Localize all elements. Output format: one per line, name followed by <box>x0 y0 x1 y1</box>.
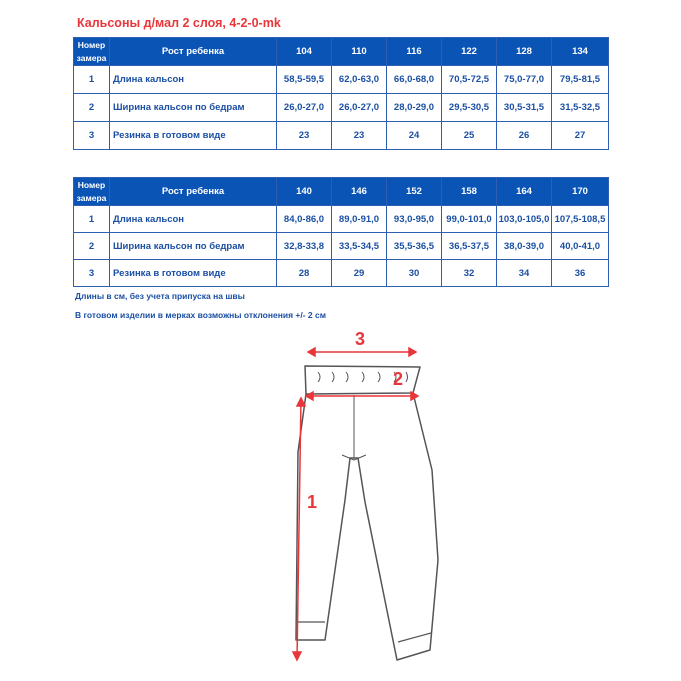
cell-value: 89,0-91,0 <box>332 206 387 233</box>
cell-value: 25 <box>442 122 497 150</box>
cell-value: 79,5-81,5 <box>552 66 609 94</box>
cell-value: 38,0-39,0 <box>497 233 552 260</box>
row-name: Ширина кальсон по бедрам <box>110 94 277 122</box>
arrow-head <box>308 348 315 356</box>
cell-value: 66,0-68,0 <box>387 66 442 94</box>
cell-value: 29 <box>332 260 387 287</box>
header-height: 122 <box>442 38 497 66</box>
cell-value: 93,0-95,0 <box>387 206 442 233</box>
header-height: 158 <box>442 178 497 206</box>
cell-value: 24 <box>387 122 442 150</box>
header-height: 152 <box>387 178 442 206</box>
header-height: 104 <box>277 38 332 66</box>
header-height: 146 <box>332 178 387 206</box>
cell-value: 62,0-63,0 <box>332 66 387 94</box>
header-height: 110 <box>332 38 387 66</box>
row-number: 3 <box>74 260 110 287</box>
cell-value: 36 <box>552 260 609 287</box>
row-number: 2 <box>74 94 110 122</box>
note-units: Длины в см, без учета припуска на швы <box>75 291 245 301</box>
label-1: 1 <box>307 492 318 512</box>
label-2: 2 <box>393 369 404 389</box>
row-number: 1 <box>74 66 110 94</box>
cell-value: 34 <box>497 260 552 287</box>
row-name: Длина кальсон <box>110 206 277 233</box>
header-height: 128 <box>497 38 552 66</box>
header-child-height: Рост ребенка <box>110 38 277 66</box>
cell-value: 35,5-36,5 <box>387 233 442 260</box>
page-title: Кальсоны д/мал 2 слоя, 4-2-0-mk <box>77 16 281 30</box>
cell-value: 28 <box>277 260 332 287</box>
header-measure-number: Номер замера <box>74 38 110 66</box>
cell-value: 32 <box>442 260 497 287</box>
cell-value: 75,0-77,0 <box>497 66 552 94</box>
cell-value: 33,5-34,5 <box>332 233 387 260</box>
row-number: 3 <box>74 122 110 150</box>
legs-outline <box>296 393 438 660</box>
header-height: 116 <box>387 38 442 66</box>
arrow-head <box>306 392 313 400</box>
header-child-height: Рост ребенка <box>110 178 277 206</box>
cell-value: 40,0-41,0 <box>552 233 609 260</box>
row-name: Длина кальсон <box>110 66 277 94</box>
row-number: 1 <box>74 206 110 233</box>
row-number: 2 <box>74 233 110 260</box>
arrow-head <box>409 348 416 356</box>
cell-value: 31,5-32,5 <box>552 94 609 122</box>
row-name: Ширина кальсон по бедрам <box>110 233 277 260</box>
cell-value: 26,0-27,0 <box>332 94 387 122</box>
cell-value: 28,0-29,0 <box>387 94 442 122</box>
right-cuff <box>398 633 431 642</box>
header-measure-number: Номер замера <box>74 178 110 206</box>
pants-outline <box>296 366 438 660</box>
row-name: Резинка в готовом виде <box>110 260 277 287</box>
cell-value: 58,5-59,5 <box>277 66 332 94</box>
cell-value: 99,0-101,0 <box>442 206 497 233</box>
header-height: 164 <box>497 178 552 206</box>
header-height: 140 <box>277 178 332 206</box>
note-tolerance: В готовом изделии в мерках возможны отклонения +/- 2 см <box>75 310 327 320</box>
cell-value: 107,5-108,5 <box>552 206 609 233</box>
header-height: 170 <box>552 178 609 206</box>
cell-value: 23 <box>277 122 332 150</box>
arrow-head <box>293 652 301 660</box>
cell-value: 26,0-27,0 <box>277 94 332 122</box>
cell-value: 27 <box>552 122 609 150</box>
cell-value: 32,8-33,8 <box>277 233 332 260</box>
cell-value: 23 <box>332 122 387 150</box>
arrow-head <box>297 398 305 406</box>
row-name: Резинка в готовом виде <box>110 122 277 150</box>
label-3: 3 <box>355 329 366 349</box>
header-height: 134 <box>552 38 609 66</box>
cell-value: 29,5-30,5 <box>442 94 497 122</box>
cell-value: 30,5-31,5 <box>497 94 552 122</box>
cell-value: 70,5-72,5 <box>442 66 497 94</box>
cell-value: 84,0-86,0 <box>277 206 332 233</box>
arrow-head <box>411 392 418 400</box>
measure-labels <box>307 329 403 512</box>
cell-value: 30 <box>387 260 442 287</box>
cell-value: 36,5-37,5 <box>442 233 497 260</box>
cell-value: 103,0-105,0 <box>497 206 552 233</box>
cell-value: 26 <box>497 122 552 150</box>
